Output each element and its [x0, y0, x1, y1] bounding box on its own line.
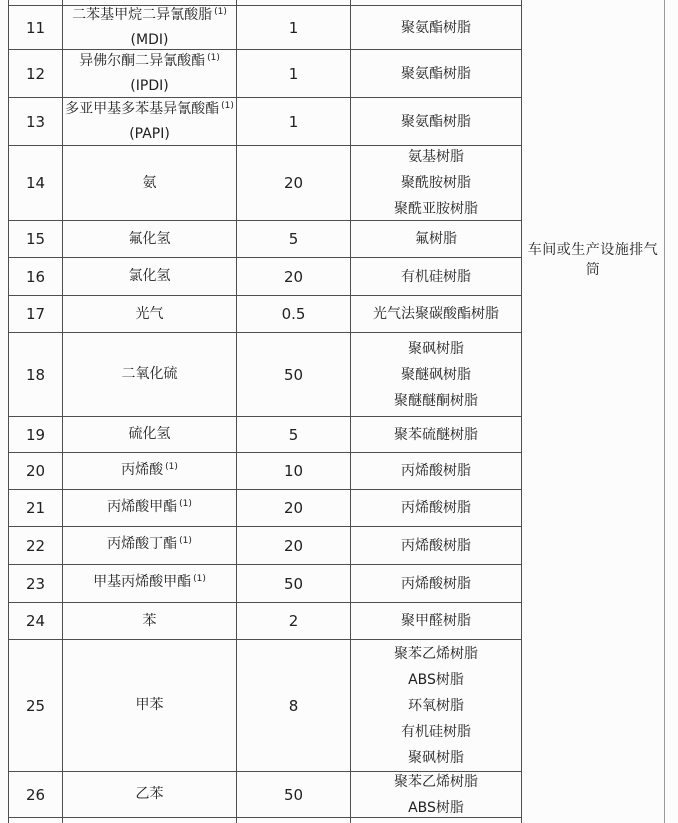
- resin-name: 光气法聚碳酸酯树脂: [373, 306, 499, 322]
- pollutant-name-line: [122, 363, 178, 386]
- resin-list-cell: [351, 565, 522, 602]
- limit-value-cell: 50: [237, 772, 351, 817]
- pollutant-name-text: 硫化氢: [128, 426, 171, 442]
- resin-name: ABS树脂: [408, 799, 464, 816]
- limit-value-cell: 5: [237, 221, 351, 257]
- table-row: [9, 772, 522, 818]
- resin-name: 聚砜树脂: [408, 749, 464, 766]
- pollutant-name-line: [93, 571, 206, 596]
- resin-name: 氨基树脂: [408, 149, 464, 165]
- limit-value-cell: 50: [237, 333, 351, 416]
- table-row: [9, 296, 522, 333]
- resin-name: 聚苯乙烯树脂: [394, 645, 478, 662]
- pollutant-name-cell: [63, 772, 237, 817]
- footnote-ref: (1): [207, 52, 220, 63]
- pollutant-name-line: [129, 423, 171, 446]
- resin-name: 聚甲醛树脂: [401, 613, 471, 629]
- resin-name: ABS树脂: [408, 671, 464, 688]
- row-number-cell: 11: [9, 6, 63, 49]
- table-left-grid: [8, 0, 522, 823]
- resin-list-cell: [351, 221, 522, 257]
- table-bottom-partial-row: [9, 818, 522, 823]
- footnote-ref: (1): [193, 574, 206, 584]
- limit-value-cell: 0.5: [237, 296, 351, 332]
- row-number-cell: 14: [9, 146, 63, 220]
- resin-list-cell: [351, 296, 522, 332]
- row-number-cell: 13: [9, 98, 63, 145]
- pollutant-name-text: 异佛尔酮二异氰酸酯: [79, 52, 206, 69]
- pollutant-name-line: [121, 459, 178, 484]
- row-number-cell: 17: [9, 296, 63, 332]
- resin-list-cell: [351, 6, 522, 49]
- resin-list-cell: [351, 258, 522, 295]
- limit-value-cell: 1: [237, 98, 351, 145]
- pollutant-name-cell: [63, 453, 237, 489]
- pollutant-name-text: 甲基丙烯酸甲酯: [93, 574, 192, 590]
- resin-name: 丙烯酸树脂: [401, 500, 471, 516]
- empty-cell: [351, 0, 522, 5]
- resin-list-cell: [351, 772, 522, 817]
- resin-name: 丙烯酸树脂: [401, 463, 471, 479]
- pollutant-name-cell: [63, 296, 237, 332]
- empty-cell: [9, 818, 63, 823]
- pollutant-name-line: [72, 6, 227, 29]
- resin-name: 聚氨酯树脂: [401, 19, 471, 36]
- empty-cell: [351, 818, 522, 823]
- pollutant-limits-table: [8, 0, 665, 823]
- limit-value-cell: 20: [237, 258, 351, 295]
- pollutant-name-cell: [63, 258, 237, 295]
- row-number-cell: 12: [9, 50, 63, 97]
- pollutant-name-line: [107, 533, 192, 558]
- resin-name: 丙烯酸树脂: [401, 575, 471, 592]
- row-number-cell: 20: [9, 453, 63, 489]
- pollutant-name-text: 苯: [142, 612, 157, 629]
- resin-list-cell: [351, 490, 522, 526]
- empty-cell: [63, 0, 237, 5]
- table-row: [9, 333, 522, 417]
- pollutant-name-line: [129, 228, 171, 251]
- pollutant-name-line: [107, 496, 192, 521]
- table-row: [9, 146, 522, 221]
- resin-name: 聚苯乙烯树脂: [394, 773, 478, 790]
- table-row: [9, 98, 522, 146]
- limit-value-cell: 5: [237, 417, 351, 452]
- pollutant-name-text: 丙烯酸甲酯: [107, 498, 178, 515]
- pollutant-name-line: [143, 172, 157, 195]
- table-row: [9, 603, 522, 640]
- pollutant-name-text: 丙烯酸: [121, 461, 164, 478]
- pollutant-name-text: 光气: [135, 305, 164, 322]
- pollutant-name-text: 氯化氢: [128, 268, 171, 284]
- pollutant-name-line: [129, 123, 170, 146]
- resin-list-cell: [351, 527, 522, 564]
- pollutant-name-text: 氨: [142, 174, 157, 191]
- resin-name: 环氧树脂: [408, 697, 464, 714]
- row-number-cell: 24: [9, 603, 63, 639]
- pollutant-name-cell: [63, 333, 237, 416]
- outlet-column-merged-cell: [522, 0, 665, 823]
- table-row: [9, 221, 522, 258]
- pollutant-name-line: [136, 303, 164, 326]
- table-row: [9, 490, 522, 527]
- pollutant-name-line: [65, 98, 234, 123]
- row-number-cell: 18: [9, 333, 63, 416]
- pollutant-name-cell: [63, 221, 237, 257]
- pollutant-name-line: [129, 265, 171, 288]
- resin-list-cell: [351, 333, 522, 416]
- pollutant-name-cell: [63, 527, 237, 564]
- row-number-cell: 15: [9, 221, 63, 257]
- table-rows: [9, 6, 522, 818]
- limit-value-cell: 10: [237, 453, 351, 489]
- pollutant-name-cell: [63, 640, 237, 771]
- resin-name: 聚砜树脂: [408, 340, 464, 357]
- resin-name: 聚氨酯树脂: [401, 65, 471, 82]
- footnote-ref: (1): [179, 498, 192, 509]
- table-row: [9, 50, 522, 98]
- table-row: [9, 640, 522, 772]
- empty-cell: [63, 818, 237, 823]
- outlet-label: 车间或生产设施排气筒: [527, 242, 659, 278]
- limit-value-cell: 20: [237, 146, 351, 220]
- row-number-cell: 16: [9, 258, 63, 295]
- pollutant-name-text: 二苯基甲烷二异氰酸脂: [72, 6, 213, 23]
- table-row: [9, 453, 522, 490]
- table-row: [9, 527, 522, 565]
- resin-list-cell: [351, 640, 522, 771]
- row-number-cell: 23: [9, 565, 63, 602]
- resin-name: 聚酰胺树脂: [401, 175, 471, 191]
- resin-name: 聚氨酯树脂: [401, 113, 471, 130]
- resin-list-cell: [351, 50, 522, 97]
- pollutant-name-cell: [63, 6, 237, 49]
- resin-list-cell: [351, 146, 522, 220]
- footnote-ref: (1): [179, 536, 192, 546]
- resin-list-cell: [351, 98, 522, 145]
- empty-cell: [237, 818, 351, 823]
- pollutant-name-text: 二氧化硫: [121, 366, 178, 382]
- resin-list-cell: [351, 417, 522, 452]
- table-row: [9, 565, 522, 603]
- pollutant-name-cell: [63, 98, 237, 145]
- resin-name: 聚苯硫醚树脂: [394, 426, 478, 443]
- pollutant-name-text: (IPDI): [130, 77, 169, 94]
- pollutant-name-cell: [63, 603, 237, 639]
- table-row: [9, 258, 522, 296]
- pollutant-name-line: [136, 694, 164, 717]
- table-row: [9, 417, 522, 453]
- limit-value-cell: 2: [237, 603, 351, 639]
- empty-cell: [237, 0, 351, 5]
- limit-value-cell: 1: [237, 6, 351, 49]
- resin-list-cell: [351, 603, 522, 639]
- resin-name: 氟树脂: [415, 231, 457, 247]
- footnote-ref: (1): [221, 100, 234, 111]
- footnote-ref: (1): [214, 6, 227, 17]
- resin-name: 聚醚醚酮树脂: [394, 392, 478, 409]
- pollutant-name-text: 乙苯: [135, 786, 164, 802]
- resin-name: 有机硅树脂: [401, 723, 471, 740]
- pollutant-name-text: 多亚甲基多苯基异氰酸酯: [65, 100, 220, 117]
- pollutant-name-line: [130, 75, 168, 98]
- pollutant-name-line: [131, 29, 169, 50]
- row-number-cell: 25: [9, 640, 63, 771]
- footnote-ref: (1): [165, 461, 178, 472]
- limit-value-cell: 8: [237, 640, 351, 771]
- pollutant-name-text: (MDI): [130, 31, 169, 48]
- pollutant-name-text: 氟化氢: [128, 230, 171, 247]
- pollutant-name-cell: [63, 146, 237, 220]
- resin-name: 有机硅树脂: [401, 268, 471, 285]
- pollutant-name-text: 甲苯: [135, 697, 164, 713]
- pollutant-name-line: [143, 610, 157, 633]
- row-number-cell: 26: [9, 772, 63, 817]
- pollutant-name-cell: [63, 565, 237, 602]
- table-row: [9, 6, 522, 50]
- pollutant-name-cell: [63, 417, 237, 452]
- resin-list-cell: [351, 453, 522, 489]
- resin-name: 丙烯酸树脂: [401, 537, 471, 554]
- pollutant-name-cell: [63, 50, 237, 97]
- limit-value-cell: 50: [237, 565, 351, 602]
- resin-name: 聚酰亚胺树脂: [394, 201, 478, 217]
- row-number-cell: 22: [9, 527, 63, 564]
- limit-value-cell: 20: [237, 490, 351, 526]
- resin-name: 聚醚砜树脂: [401, 366, 471, 383]
- pollutant-name-line: [136, 783, 164, 806]
- empty-cell: [9, 0, 63, 5]
- row-number-cell: 19: [9, 417, 63, 452]
- pollutant-name-cell: [63, 490, 237, 526]
- row-number-cell: 21: [9, 490, 63, 526]
- limit-value-cell: 20: [237, 527, 351, 564]
- limit-value-cell: 1: [237, 50, 351, 97]
- pollutant-name-text: 丙烯酸丁酯: [107, 536, 178, 552]
- pollutant-name-line: [79, 50, 220, 75]
- pollutant-name-text: (PAPI): [129, 125, 170, 142]
